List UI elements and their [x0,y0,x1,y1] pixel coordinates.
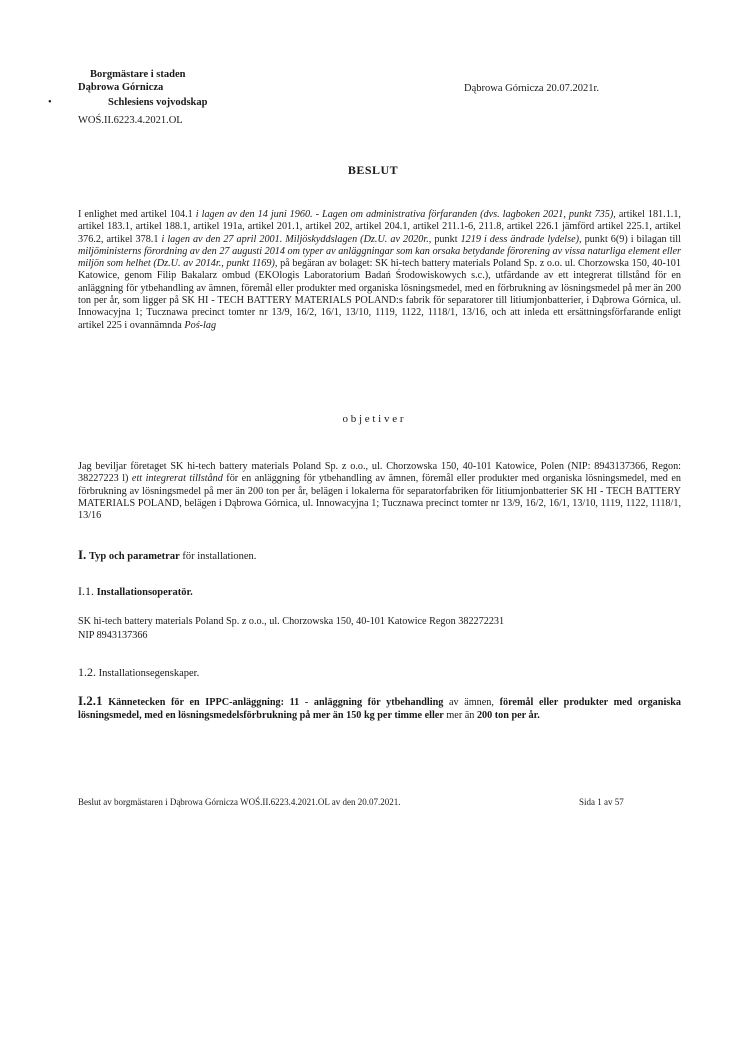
section-1-heading: I. Typ och parametrar för installationen. [78,547,257,562]
operator-nip: NIP 8943137366 [78,630,148,641]
grant-paragraph: Jag beviljar företaget SK hi-tech battery materials Poland Sp. z o.o., ul. Chorzowska 150, 40-101 Katowice, Polen (NIP: 8943137366, Regon: 38227223 l) ett integrerat tillstånd för en anläggning för ytbehandling av ämnen, föremål eller produkter med organiska lösningsmedel, med en förbrukning av lösningsmedel på mer än 200 ton per år, belägen i lokalerna för separatorfabriken för litiumjonbatterier SK HI - TECH BATTERY MATERIALS POLAND, belägen i Dąbrowa Górnica, ul. Innowacyjna 1; Tucznawa precinct tomter nr 13/9, 16/2, 16/1, 13/10, 1119, 1122, 1118/1, 13/16 [78,461,681,522]
footer-reference: Beslut av borgmästaren i Dąbrowa Górnicza WOŚ.II.6223.4.2021.OL av den 20.07.2021. [78,797,401,807]
section-1-2-1-paragraph: I.2.1 Kännetecken för en IPPC-anläggning: 11 - anläggning för ytbehandling av ämnen, föremål eller produkter med organiska lösningsmedel, med en lösningsmedelsförbrukning på mer än 150 kg per timme eller mer än 200 ton per år. [78,693,681,721]
section-1-1-heading: I.1. Installationsoperatör. [78,584,193,598]
authority-city: Dąbrowa Górnicza [78,82,164,93]
page-number: Sida 1 av 57 [579,797,624,807]
operator-info [78,615,504,643]
objectives-heading: o b j e t i v e r [342,413,404,425]
authority-region: Schlesiens vojvodskap [108,97,208,108]
section-1-2-heading: 1.2. Installationsegenskaper. [78,665,200,679]
authority-name: Borgmästare i staden [90,69,186,80]
place-date: Dąbrowa Górnicza 20.07.2021r. [464,83,600,94]
bullet-marker: • [48,97,52,108]
reference-number: WOŚ.II.6223.4.2021.OL [78,115,183,126]
page-title: BESLUT [347,163,399,177]
operator-line: SK hi-tech battery materials Poland Sp. z o.o., ul. Chorzowska 150, 40-101 Katowice Regon 382272231 [78,616,505,627]
intro-paragraph: I enlighet med artikel 104.1 i lagen av den 14 juni 1960. - Lagen om administrativa förfaranden (dvs. lagboken 2021, punkt 735), artikel 181.1.1, artikel 183.1, artikel 188.1, artikel 191a, artikel 201.1, artikel 202, artikel 204.1, artikel 211.1-6, 211.8, artikel 226.1 jämförd artikel 225.1, artikel 376.2, artikel 378.1 i lagen av den 27 april 2001. Miljöskyddslagen (Dz.U. av 2020r., punkt 1219 i dess ändrade lydelse), punkt 6(9) i bilagan till miljöministerns förordning av den 27 augusti 2014 om typer av anläggningar som kan orsaka betydande förorening av vissa naturliga element eller miljön som helhet (Dz.U. av 2014r., punkt 1169), på begäran av bolaget: SK hi-tech battery materials Poland Sp. z o.o. ul. Chorzowska 150, 40-101 Katowice, genom Filip Bakalarz ombud (EKOlogis Laboratorium Badań Środowiskowych s.c.), utfärdande av ett integrerat tillstånd för en anläggning för ytbehandling av ämnen, föremål eller produkter med organiska lösningsmedel, med en förbrukning av lösningsmedel på mer än 200 ton per år, som ligger på SK HI - TECH BATTERY MATERIALS POLAND:s fabrik för separatorer till litiumjonbatterier, i Dąbrowa Górnica, ul. Innowacyjna 1; Tucznawa precinct tomter nr 13/9, 16/2, 16/1, 13/10, 1119, 1122, 1118/1, 13/16, och att inleda ett ersättningsförfarande enligt artikel 225 i ovannämnda Poś-lag [78,209,681,331]
